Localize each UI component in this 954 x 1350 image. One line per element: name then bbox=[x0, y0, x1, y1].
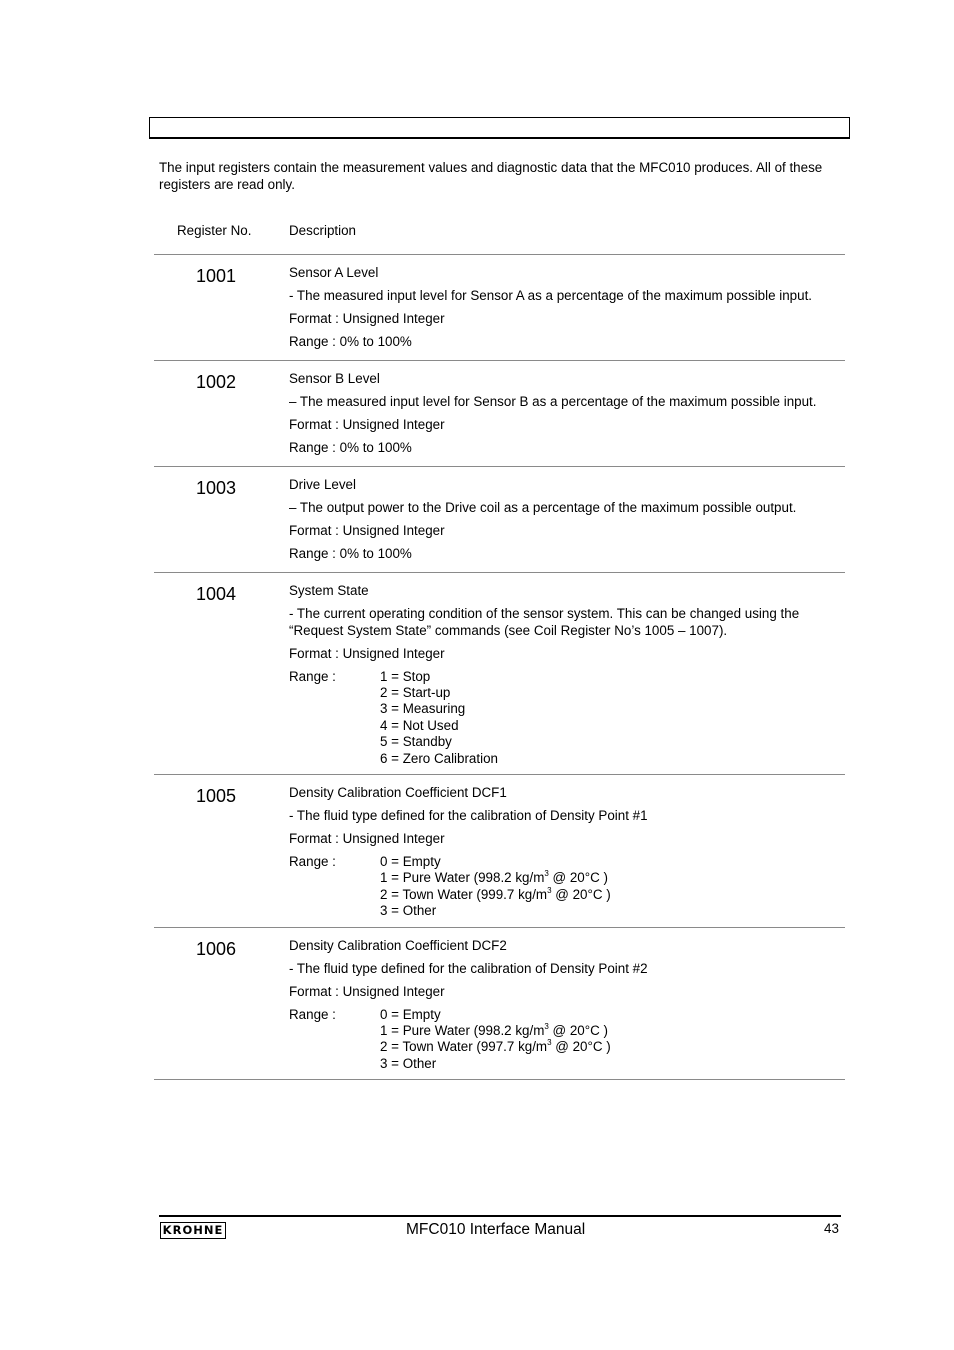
register-detail: – The output power to the Drive coil as a percentage of the maximum possible output. bbox=[289, 500, 797, 515]
range-value: 4 = Not Used bbox=[380, 717, 459, 733]
register-number: 1002 bbox=[196, 372, 237, 392]
register-number: 1006 bbox=[196, 938, 237, 959]
range-values bbox=[380, 854, 611, 920]
register-range bbox=[289, 669, 839, 767]
range-value: 1 = Pure Water (998.2 $kg/m^3$ @ 20°C ) bbox=[380, 869, 608, 886]
register-range: Range : 0% to 100% bbox=[289, 440, 412, 455]
range-value: 0 = Empty bbox=[380, 1006, 441, 1022]
register-description bbox=[289, 467, 839, 572]
register-detail: - The fluid type defined for the calibration of Density Point #1 bbox=[289, 807, 648, 823]
register-number: 1004 bbox=[196, 584, 237, 604]
register-description bbox=[289, 361, 839, 466]
register-description bbox=[289, 928, 839, 1080]
table-row bbox=[154, 572, 845, 774]
register-number: 1001 bbox=[196, 266, 237, 286]
range-value: 0 = Empty bbox=[380, 853, 441, 869]
table-row bbox=[154, 360, 845, 466]
table-row bbox=[154, 927, 845, 1081]
column-header-description: Description bbox=[289, 223, 356, 238]
footer-rule bbox=[159, 1215, 841, 1217]
range-value: 3 = Other bbox=[380, 903, 437, 919]
register-table bbox=[154, 254, 845, 1080]
register-range: Range : 0% to 100% bbox=[289, 546, 412, 561]
range-value: 2 = Start-up bbox=[380, 684, 451, 700]
register-detail: – The measured input level for Sensor B as a percentage of the maximum possible input. bbox=[289, 394, 817, 409]
range-value: 3 = Measuring bbox=[380, 701, 466, 717]
register-title: Sensor A Level bbox=[289, 265, 379, 280]
register-number: 1005 bbox=[196, 785, 237, 806]
range-value: 1 = Pure Water (998.2 $kg/m^3$ @ 20°C ) bbox=[380, 1021, 608, 1038]
range-value: 6 = Zero Calibration bbox=[380, 750, 498, 766]
table-row bbox=[154, 774, 845, 927]
register-detail: - The measured input level for Sensor A as a percentage of the maximum possible input. bbox=[289, 288, 813, 303]
register-title: Density Calibration Coefficient DCF2 bbox=[289, 937, 507, 953]
register-format: Format : Unsigned Integer bbox=[289, 417, 445, 432]
footer-title: MFC010 Interface Manual bbox=[406, 1221, 586, 1238]
register-description bbox=[289, 255, 839, 360]
range-value: 2 = Town Water (997.7 $kg/m^3$ @ 20°C ) bbox=[380, 1038, 611, 1055]
register-format: Format : Unsigned Integer bbox=[289, 983, 445, 999]
register-title: Sensor B Level bbox=[289, 371, 380, 386]
register-range: Range : 0% to 100% bbox=[289, 334, 412, 349]
register-number: 1003 bbox=[196, 478, 237, 498]
range-value: 2 = Town Water (999.7 $kg/m^3$ @ 20°C ) bbox=[380, 885, 611, 902]
range-values bbox=[380, 1007, 611, 1073]
range-values bbox=[380, 669, 498, 767]
register-format: Format : Unsigned Integer bbox=[289, 830, 445, 846]
range-label: Range : bbox=[289, 1006, 336, 1022]
register-description bbox=[289, 775, 839, 927]
register-format: Format : Unsigned Integer bbox=[289, 311, 445, 326]
range-value: 5 = Standby bbox=[380, 734, 452, 750]
intro-paragraph: The input registers contain the measurement values and diagnostic data that the MFC010 produces. All of these registers are read only. bbox=[159, 160, 823, 192]
register-detail: - The current operating condition of the sensor system. This can be changed using the “Request System State” commands (see Coil Register No’s 1005 – 1007). bbox=[289, 606, 800, 638]
register-format: Format : Unsigned Integer bbox=[289, 645, 445, 661]
register-format: Format : Unsigned Integer bbox=[289, 523, 445, 538]
page-number: 43 bbox=[824, 1221, 839, 1236]
register-title: System State bbox=[289, 583, 369, 598]
register-description bbox=[289, 573, 839, 774]
register-range bbox=[289, 854, 839, 920]
table-row bbox=[154, 254, 845, 360]
header-box bbox=[149, 117, 850, 139]
range-value: 1 = Stop bbox=[380, 668, 431, 684]
register-detail: - The fluid type defined for the calibration of Density Point #2 bbox=[289, 960, 648, 976]
register-title: Density Calibration Coefficient DCF1 bbox=[289, 784, 507, 800]
range-label: Range : bbox=[289, 668, 336, 684]
register-title: Drive Level bbox=[289, 477, 356, 492]
table-row bbox=[154, 466, 845, 572]
krohne-logo: KROHNE bbox=[160, 1222, 226, 1239]
range-value: 3 = Other bbox=[380, 1055, 437, 1071]
range-label: Range : bbox=[289, 853, 336, 869]
register-range bbox=[289, 1007, 839, 1073]
column-header-register: Register No. bbox=[177, 223, 252, 238]
